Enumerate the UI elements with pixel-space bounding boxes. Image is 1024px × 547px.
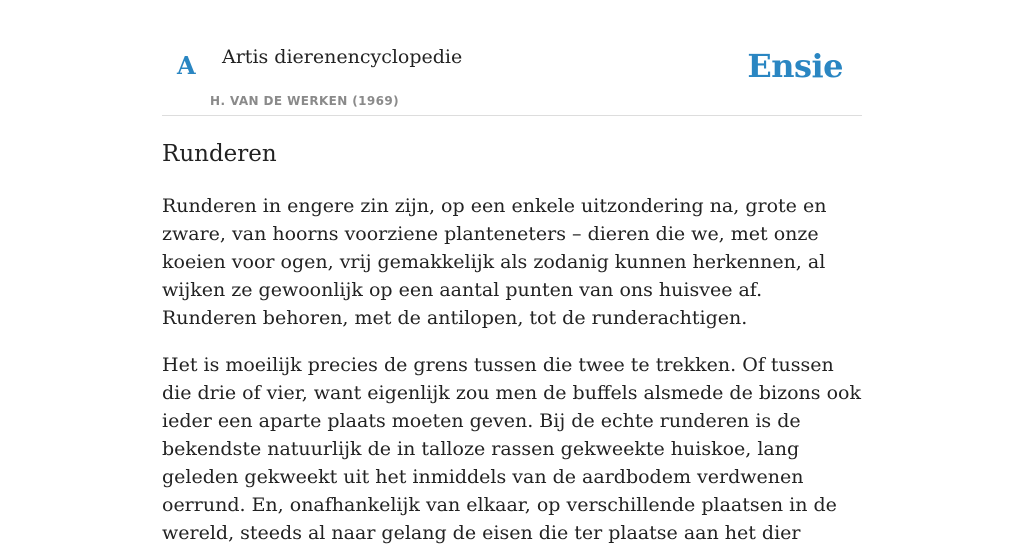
article-body [162, 192, 862, 547]
book-title-link[interactable]: Artis dierenencyclopedie [222, 46, 463, 68]
book-author: H. VAN DE WERKEN (1969) [210, 94, 400, 108]
article-paragraph: Het is moeilijk precies de grens tussen die twee te trekken. Of tussen die drie of vier, want eigenlijk zou men de buffels alsmede de bizons ook ieder een aparte plaats moeten geven. Bij de echte runderen is de bekendste natuurlijk de in talloze rassen gekweekte huiskoe, lang geleden gekweekt uit het inmiddels van de aardbodem verdwenen oerrund. En, onafhankelijk van elkaar, op verschillende plaatsen in de wereld, steeds al naar gelang de eisen die ter plaatse aan het dier [162, 353, 861, 544]
page [162, 0, 862, 547]
letter-index-link[interactable]: A [177, 51, 196, 80]
book-header [162, 0, 862, 116]
article-title: Runderen [162, 141, 277, 167]
ensie-logo[interactable]: Ensie [747, 47, 843, 85]
article-paragraph: Runderen in engere zin zijn, op een enkele uitzondering na, grote en zware, van hoorns voorziene planteneters – dieren die we, met onze koeien voor ogen, vrij gemakkelijk als zodanig kunnen herkennen, al wijken ze gewoonlijk op een aantal punten van ons huisvee af. Runderen behoren, met de antilopen, tot de runderachtigen. [162, 194, 827, 329]
